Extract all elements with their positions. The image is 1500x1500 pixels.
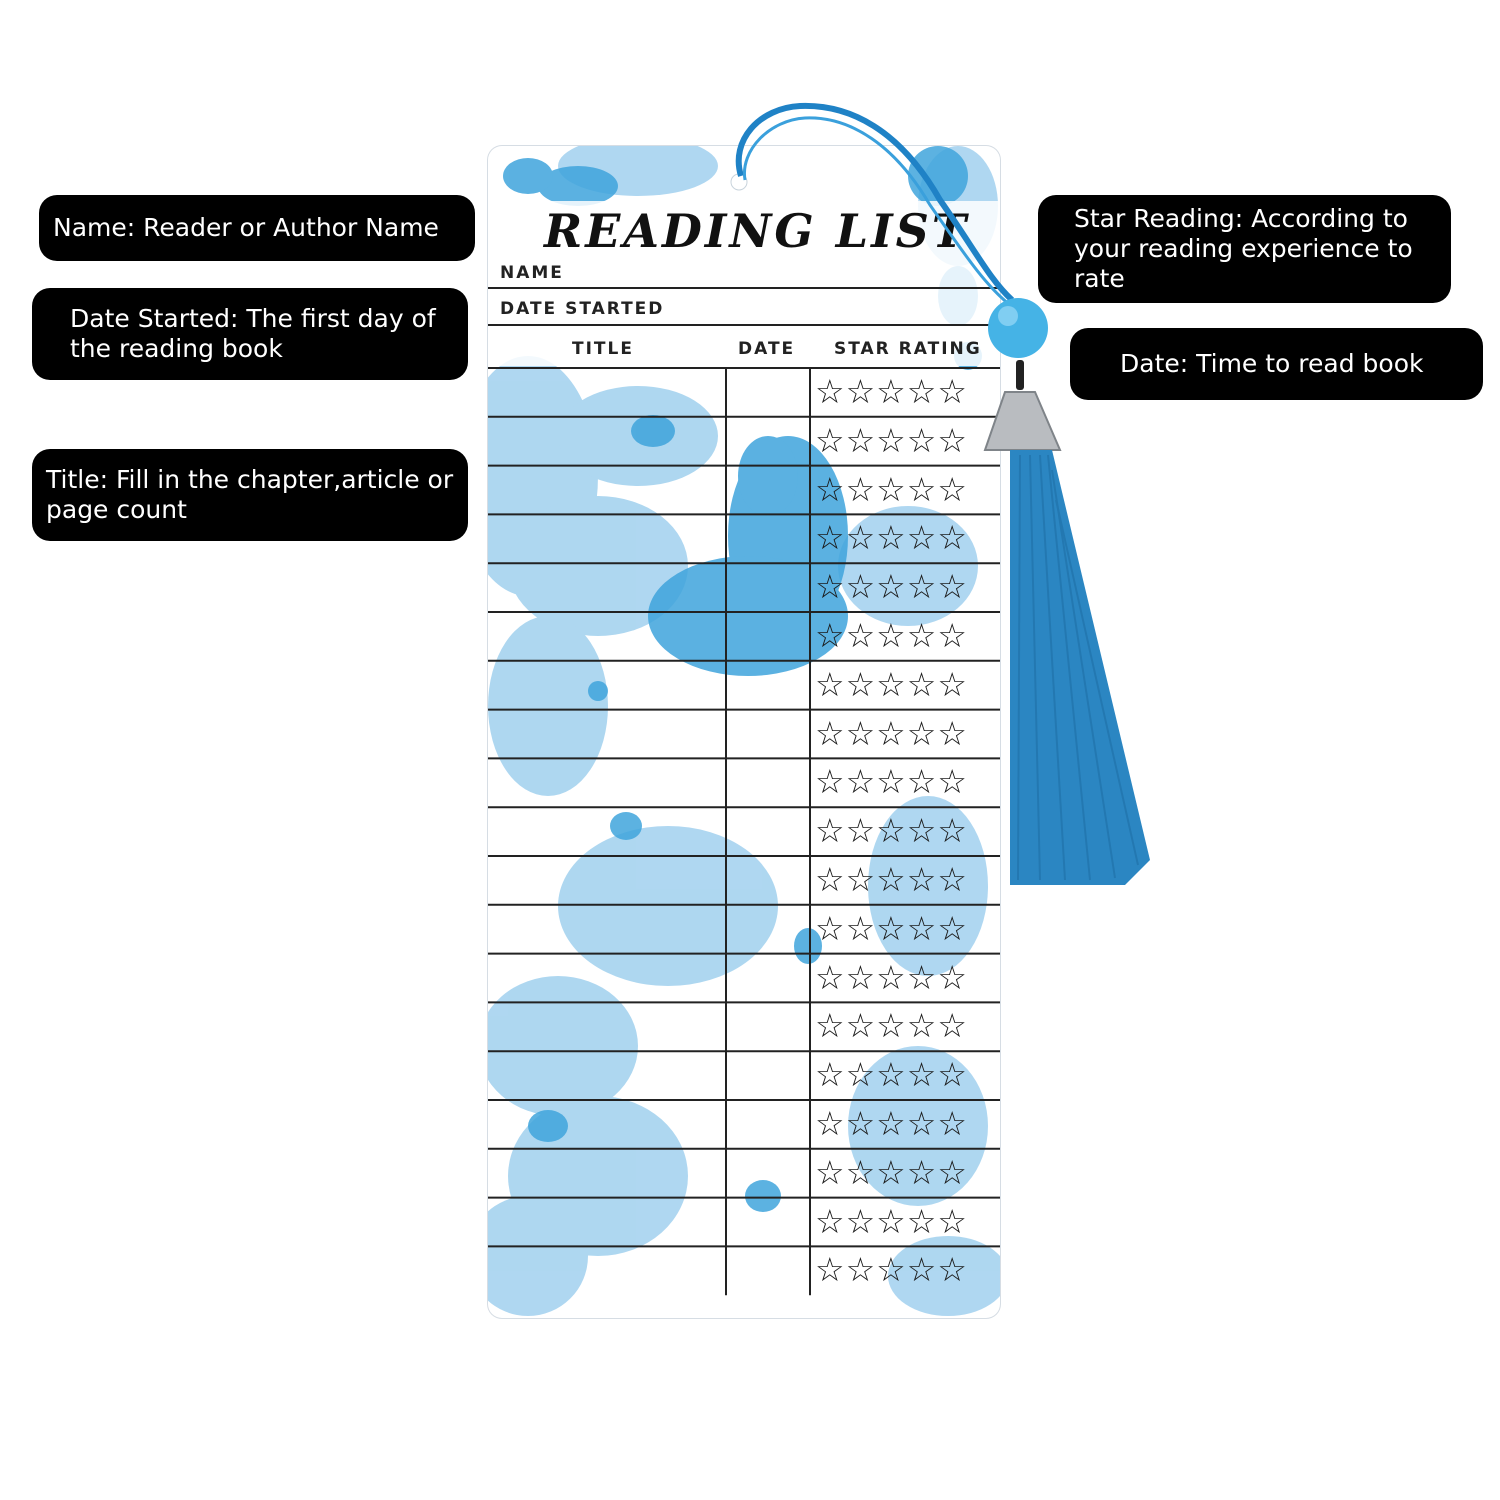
star-rating-row[interactable]: ☆☆☆☆☆ xyxy=(815,811,968,851)
star-rating-row[interactable]: ☆☆☆☆☆ xyxy=(815,1006,968,1046)
tassel-bead xyxy=(988,298,1048,358)
star-rating-row[interactable]: ☆☆☆☆☆ xyxy=(815,1201,968,1241)
star-rating-row[interactable]: ☆☆☆☆☆ xyxy=(815,1250,968,1290)
star-rating-row[interactable]: ☆☆☆☆☆ xyxy=(815,860,968,899)
date-started-label: DATE STARTED xyxy=(500,299,665,319)
star-rating-row[interactable]: ☆☆☆☆☆ xyxy=(815,1055,968,1095)
star-rating-row[interactable]: ☆☆☆☆☆ xyxy=(815,908,968,948)
star-rating-row[interactable]: ☆☆☆☆☆ xyxy=(815,372,968,411)
star-rating-row[interactable]: ☆☆☆☆☆ xyxy=(815,420,968,460)
name-label: NAME xyxy=(500,263,564,283)
column-header-star-rating: STAR RATING xyxy=(834,339,982,359)
star-rating-row[interactable]: ☆☆☆☆☆ xyxy=(815,469,968,509)
star-rating-row[interactable]: ☆☆☆☆☆ xyxy=(815,1152,968,1192)
callout-title-line-1: Title: Fill in the chapter,article or xyxy=(46,465,454,494)
callout-name-text: Name: Reader or Author Name xyxy=(53,213,439,242)
star-rating-row[interactable]: ☆☆☆☆☆ xyxy=(815,616,968,655)
tassel-cord-inner xyxy=(744,118,1010,305)
callout-star-line-1: Star Reading: According to xyxy=(1074,204,1408,233)
callout-date-started-line-1: Date Started: The first day of xyxy=(70,304,436,333)
star-rating-row[interactable]: ☆☆☆☆☆ xyxy=(815,762,968,802)
star-rating-row[interactable]: ☆☆☆☆☆ xyxy=(815,567,968,607)
callout-star-line-2: your reading experience to xyxy=(1074,234,1413,263)
star-rating-row[interactable]: ☆☆☆☆☆ xyxy=(815,1104,968,1143)
bead-highlight xyxy=(998,306,1018,326)
callout-date-text: Date: Time to read book xyxy=(1120,349,1424,378)
star-rating-row[interactable]: ☆☆☆☆☆ xyxy=(815,713,968,753)
star-rating-row[interactable]: ☆☆☆☆☆ xyxy=(815,518,968,558)
column-header-date: DATE xyxy=(738,339,796,359)
callout-title-line-2: page count xyxy=(46,495,187,524)
tassel-cord xyxy=(739,106,1012,300)
callout-star-line-3: rate xyxy=(1074,264,1125,293)
column-header-title: TITLE xyxy=(572,339,634,359)
star-rating-row[interactable]: ☆☆☆☆☆ xyxy=(815,664,968,704)
bookmark-heading: READING LIST xyxy=(544,204,970,258)
tassel-small-bead xyxy=(1016,360,1024,390)
callout-date-started-line-2: the reading book xyxy=(70,334,283,363)
star-rating-row[interactable]: ☆☆☆☆☆ xyxy=(815,957,968,997)
tassel-cap xyxy=(985,392,1060,450)
